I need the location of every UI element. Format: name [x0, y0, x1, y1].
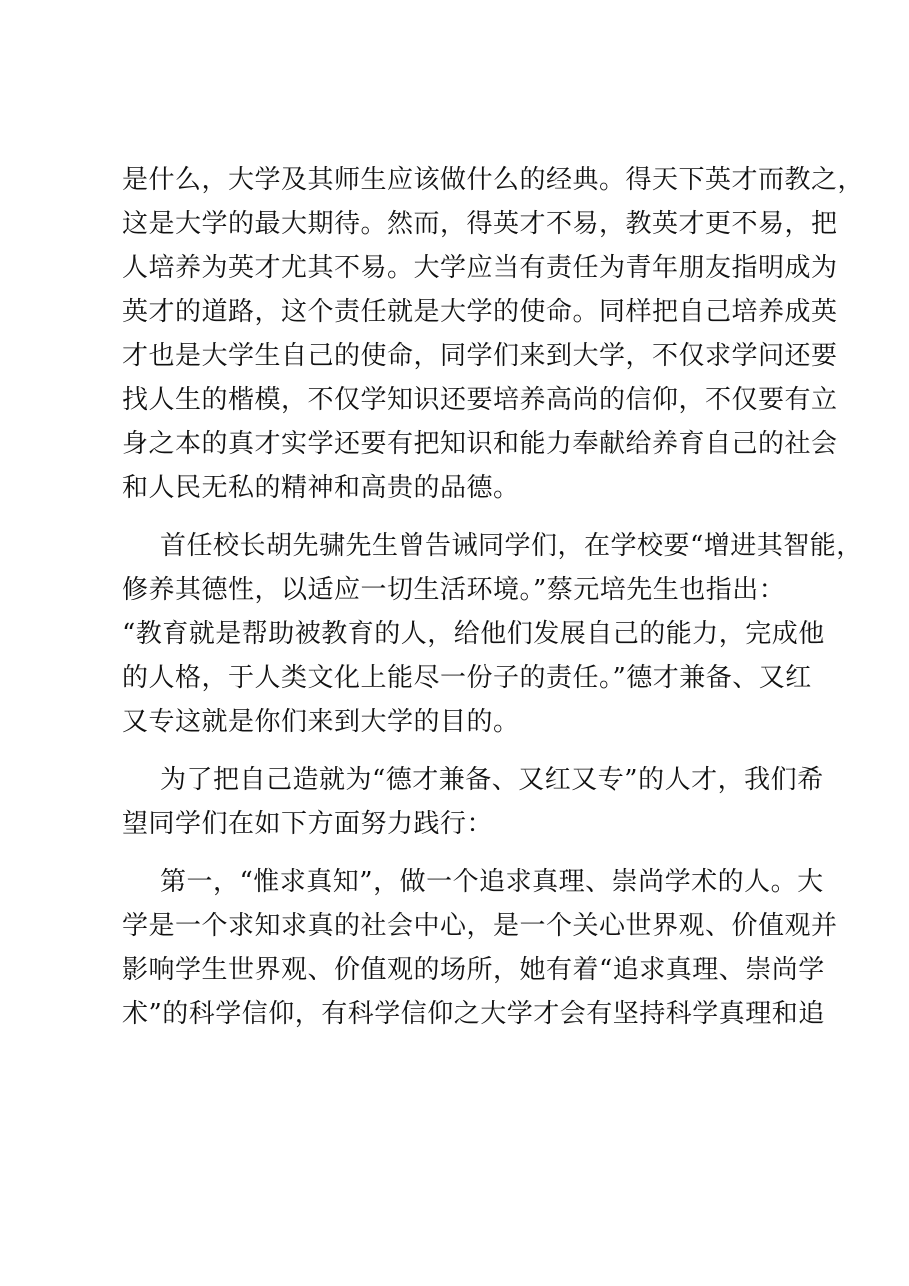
text-line: 这是大学的最大期待。然而，得英才不易，教英才更不易，把	[122, 209, 838, 239]
text-line: 术”的科学信仰，有科学信仰之大学才会有坚持科学真理和追	[122, 999, 825, 1029]
paragraph-4	[122, 860, 838, 1036]
text-line: 和人民无私的精神和高贵的品德。	[122, 473, 520, 503]
text-line: 学是一个求知求真的社会中心，是一个关心世界观、价值观并	[122, 911, 838, 941]
text-line: 修养其德性，以适应一切生活环境。”蔡元培先生也指出：	[122, 575, 786, 605]
paragraph-3	[122, 758, 824, 846]
text-line: 的人格，于人类文化上能尽一份子的责任。”德才兼备、又红	[122, 663, 812, 693]
text-line: “教育就是帮助被教育的人，给他们发展自己的能力，完成他	[122, 619, 825, 649]
text-line: 身之本的真才实学还要有把知识和能力奉献给养育自己的社会	[122, 429, 838, 459]
text-line: 人培养为英才尤其不易。大学应当有责任为青年朋友指明成为	[122, 253, 838, 283]
paragraph-2	[122, 524, 863, 744]
body-text	[122, 158, 865, 1050]
text-line: 英才的道路，这个责任就是大学的使命。同样把自己培养成英	[122, 297, 838, 327]
text-line: 为了把自己造就为“德才兼备、又红又专”的人才，我们希	[160, 765, 824, 795]
paragraph-1	[122, 158, 865, 510]
text-line: 首任校长胡先骕先生曾告诫同学们，在学校要“增进其智能，	[160, 531, 863, 561]
text-line: 第一，“惟求真知”，做一个追求真理、崇尚学术的人。大	[160, 867, 824, 897]
text-line: 影响学生世界观、价值观的场所，她有着“追求真理、崇尚学	[122, 955, 825, 985]
text-line: 是什么，大学及其师生应该做什么的经典。得天下英才而教之，	[122, 165, 865, 195]
text-line: 又专这就是你们来到大学的目的。	[122, 707, 520, 737]
text-line: 望同学们在如下方面努力践行：	[122, 809, 494, 839]
text-line: 才也是大学生自己的使命，同学们来到大学，不仅求学问还要	[122, 341, 838, 371]
text-line: 找人生的楷模，不仅学知识还要培养高尚的信仰，不仅要有立	[122, 385, 838, 415]
